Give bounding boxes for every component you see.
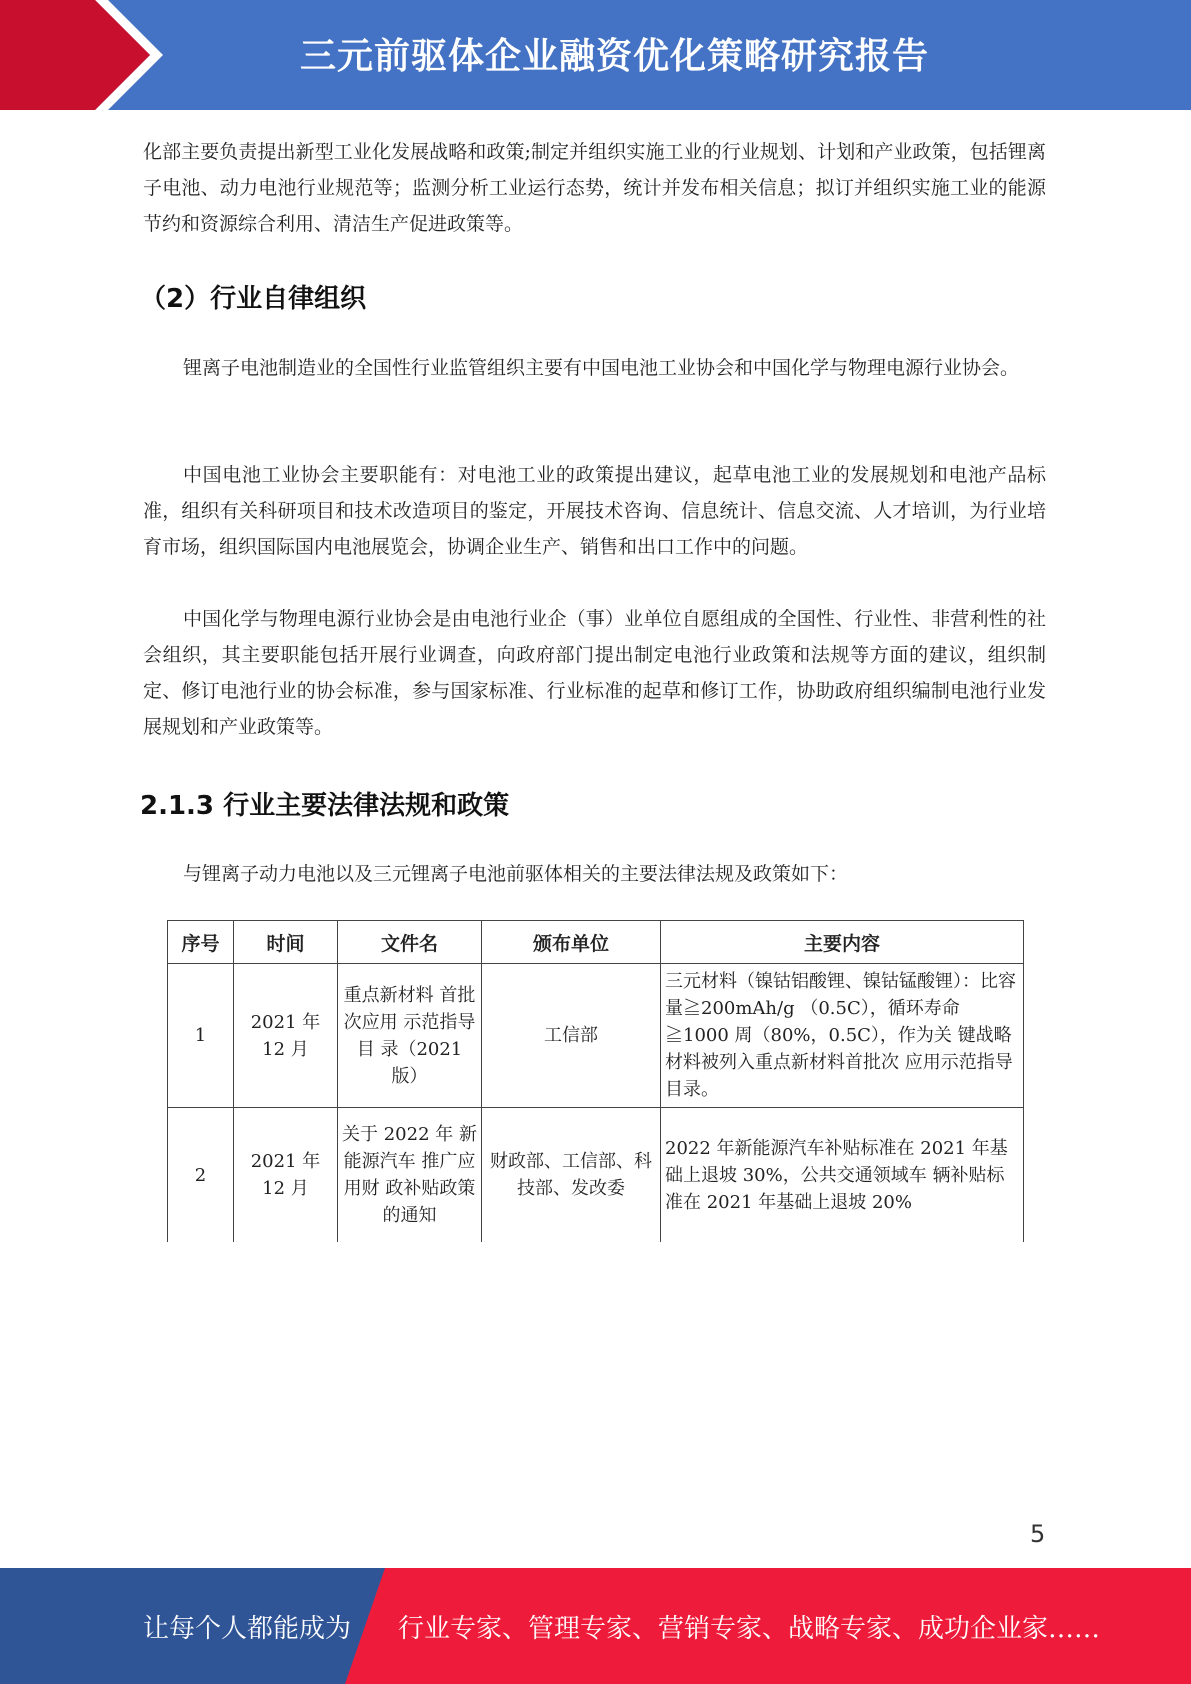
header-doc: 文件名 [338, 921, 482, 964]
cbia-paragraph: 中国电池工业协会主要职能有：对电池工业的政策提出建议，起草电池工业的发展规划和电池产品标准，组织有关科研项目和技术改造项目的鉴定，开展技术咨询、信息统计、信息交流、人才培训，为行业培育市场，组织国际国内电池展览会，协调企业生产、销售和出口工作中的问题。 [143, 464, 1046, 558]
policy-table [167, 920, 1024, 1242]
table-row [168, 1108, 1024, 1243]
section-heading-laws: 2.1.3 行业主要法律法规和政策 [140, 791, 510, 821]
report-title: 三元前驱体企业融资优化策略研究报告 [300, 36, 930, 77]
header-issuer: 颁布单位 [482, 921, 661, 964]
section-heading-self-regulation: （2）行业自律组织 [140, 284, 367, 314]
header-content: 主要内容 [661, 921, 1024, 964]
header-banner [0, 0, 1191, 110]
page-number: 5 [1030, 1520, 1046, 1548]
cell-time: 2021 年 12 月 [234, 964, 338, 1108]
footer-slogan-right: 行业专家、管理专家、营销专家、战略专家、成功企业家…… [398, 1614, 1101, 1644]
table-header-row [168, 921, 1024, 964]
header-no: 序号 [168, 921, 234, 964]
cell-content: 2022 年新能源汽车补贴标准在 2021 年基础上退坡 30%，公共交通领域车 辆补贴标准在 2021 年基础上退坡 20% [661, 1108, 1024, 1243]
cell-content: 三元材料（镍钴铝酸锂、镍钴锰酸锂）：比容量≧200mAh/g （0.5C），循环寿命≧1000 周（80%，0.5C），作为关 键战略材料被列入重点新材料首批次 应用示范指导目录。 [661, 964, 1024, 1108]
ciaps-paragraph: 中国化学与物理电源行业协会是由电池行业企（事）业单位自愿组成的全国性、行业性、非营利性的社会组织，其主要职能包括开展行业调查，向政府部门提出制定电池行业政策和法规等方面的建议，组织制定、修订电池行业的协会标准，参与国家标准、行业标准的起草和修订工作，协助政府组织编制电池行业发展规划和产业政策等。 [143, 608, 1046, 738]
cell-no: 1 [168, 964, 234, 1108]
cell-issuer: 财政部、工信部、科技部、发改委 [482, 1108, 661, 1243]
intro-paragraph: 化部主要负责提出新型工业化发展战略和政策;制定并组织实施工业的行业规划、计划和产业政策，包括锂离子电池、动力电池行业规范等；监测分析工业运行态势，统计并发布相关信息；拟订并组织实施工业的能源节约和资源综合利用、清洁生产促进政策等。 [143, 141, 1046, 235]
cell-doc: 重点新材料 首批次应用 示范指导目 录（2021 版） [338, 964, 482, 1108]
header-time: 时间 [234, 921, 338, 964]
table-intro-paragraph: 与锂离子动力电池以及三元锂离子电池前驱体相关的主要法律法规及政策如下： [183, 863, 849, 885]
cell-time: 2021 年 12 月 [234, 1108, 338, 1243]
cell-doc: 关于 2022 年 新能源汽车 推广应用财 政补贴政策 的通知 [338, 1108, 482, 1243]
cell-issuer: 工信部 [482, 964, 661, 1108]
cell-no: 2 [168, 1108, 234, 1243]
table-row [168, 964, 1024, 1108]
orgs-paragraph: 锂离子电池制造业的全国性行业监管组织主要有中国电池工业协会和中国化学与物理电源行业协会。 [183, 357, 1020, 379]
footer-banner [0, 1568, 1191, 1684]
footer-slogan-left: 让每个人都能成为 [143, 1614, 352, 1644]
